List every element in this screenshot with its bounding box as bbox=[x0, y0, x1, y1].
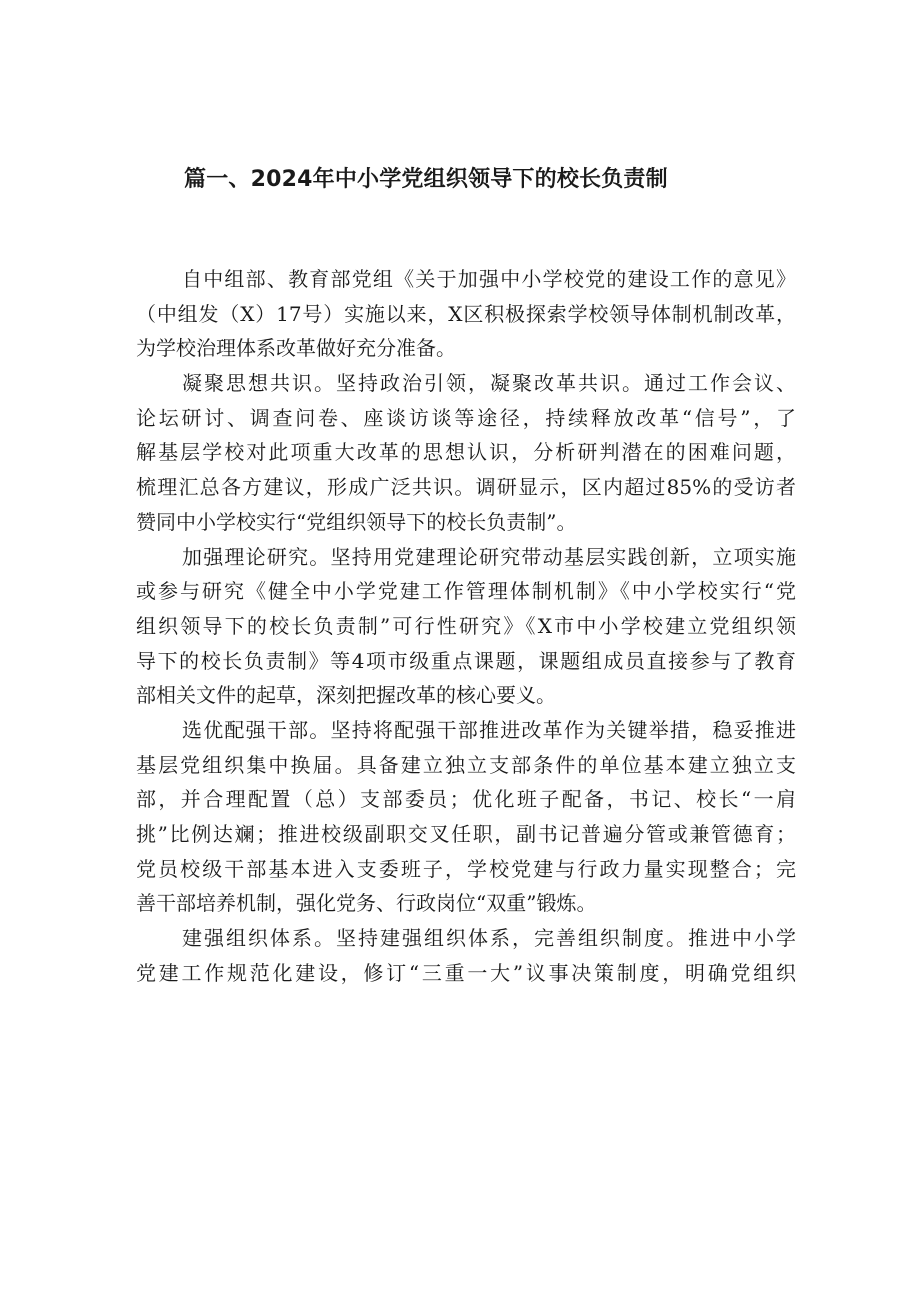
paragraph-line: 为学校治理体系改革做好充分准备。 bbox=[136, 336, 456, 361]
paragraph-line: 论坛研讨、调查问卷、座谈访谈等途径，持续释放改革“信号”，了 bbox=[136, 405, 796, 430]
paragraph-cadres bbox=[136, 713, 796, 921]
paragraph-line: 加强理论研究。坚持用党建理论研究带动基层实践创新，立项实施 bbox=[182, 544, 796, 569]
paragraph-line: 部相关文件的起草，深刻把握改革的核心要义。 bbox=[136, 683, 556, 708]
paragraph-line: 导下的校长负责制》等4项市级重点课题，课题组成员直接参与了教育 bbox=[136, 648, 796, 673]
paragraph-line: （中组发（X）17号）实施以来，X区积极探索学校领导体制机制改革， bbox=[136, 301, 796, 326]
paragraph-line: 选优配强干部。坚持将配强干部推进改革作为关键举措，稳妥推进 bbox=[182, 717, 796, 742]
paragraph-intro bbox=[136, 262, 796, 366]
paragraph-line: 组织领导下的校长负责制”可行性研究》《X市中小学校建立党组织领 bbox=[136, 613, 796, 638]
document-body bbox=[136, 262, 796, 990]
paragraph-line: 基层党组织集中换届。具备建立独立支部条件的单位基本建立独立支 bbox=[136, 752, 796, 777]
paragraph-line: 解基层学校对此项重大改革的思想认识，分析研判潜在的困难问题， bbox=[136, 440, 796, 465]
paragraph-line: 党员校级干部基本进入支委班子，学校党建与行政力量实现整合；完 bbox=[136, 856, 796, 881]
paragraph-line: 建强组织体系。坚持建强组织体系，完善组织制度。推进中小学 bbox=[182, 926, 796, 951]
paragraph-line: 或参与研究《健全中小学党建工作管理体制机制》《中小学校实行“党 bbox=[136, 579, 796, 604]
paragraph-line: 党建工作规范化建设，修订“三重一大”议事决策制度，明确党组织 bbox=[136, 960, 796, 985]
paragraph-line: 凝聚思想共识。坚持政治引领，凝聚改革共识。通过工作会议、 bbox=[182, 371, 796, 396]
paragraph-line: 赞同中小学校实行“党组织领导下的校长负责制”。 bbox=[136, 509, 577, 534]
paragraph-line: 部，并合理配置（总）支部委员；优化班子配备，书记、校长“一肩 bbox=[136, 787, 796, 812]
paragraph-organization bbox=[136, 921, 796, 990]
paragraph-line: 善干部培养机制，强化党务、行政岗位“双重”锻炼。 bbox=[136, 891, 597, 916]
document-title: 篇一、2024年中小学党组织领导下的校长负责制 bbox=[184, 167, 668, 192]
paragraph-consensus bbox=[136, 366, 796, 539]
paragraph-line: 挑”比例达斓；推进校级副职交叉任职，副书记普遍分管或兼管德育； bbox=[136, 822, 796, 846]
paragraph-theory bbox=[136, 540, 796, 713]
paragraph-line: 自中组部、教育部党组《关于加强中小学校党的建设工作的意见》 bbox=[182, 267, 796, 291]
paragraph-line: 梳理汇总各方建议，形成广泛共识。调研显示，区内超过85%的受访者 bbox=[136, 475, 796, 500]
